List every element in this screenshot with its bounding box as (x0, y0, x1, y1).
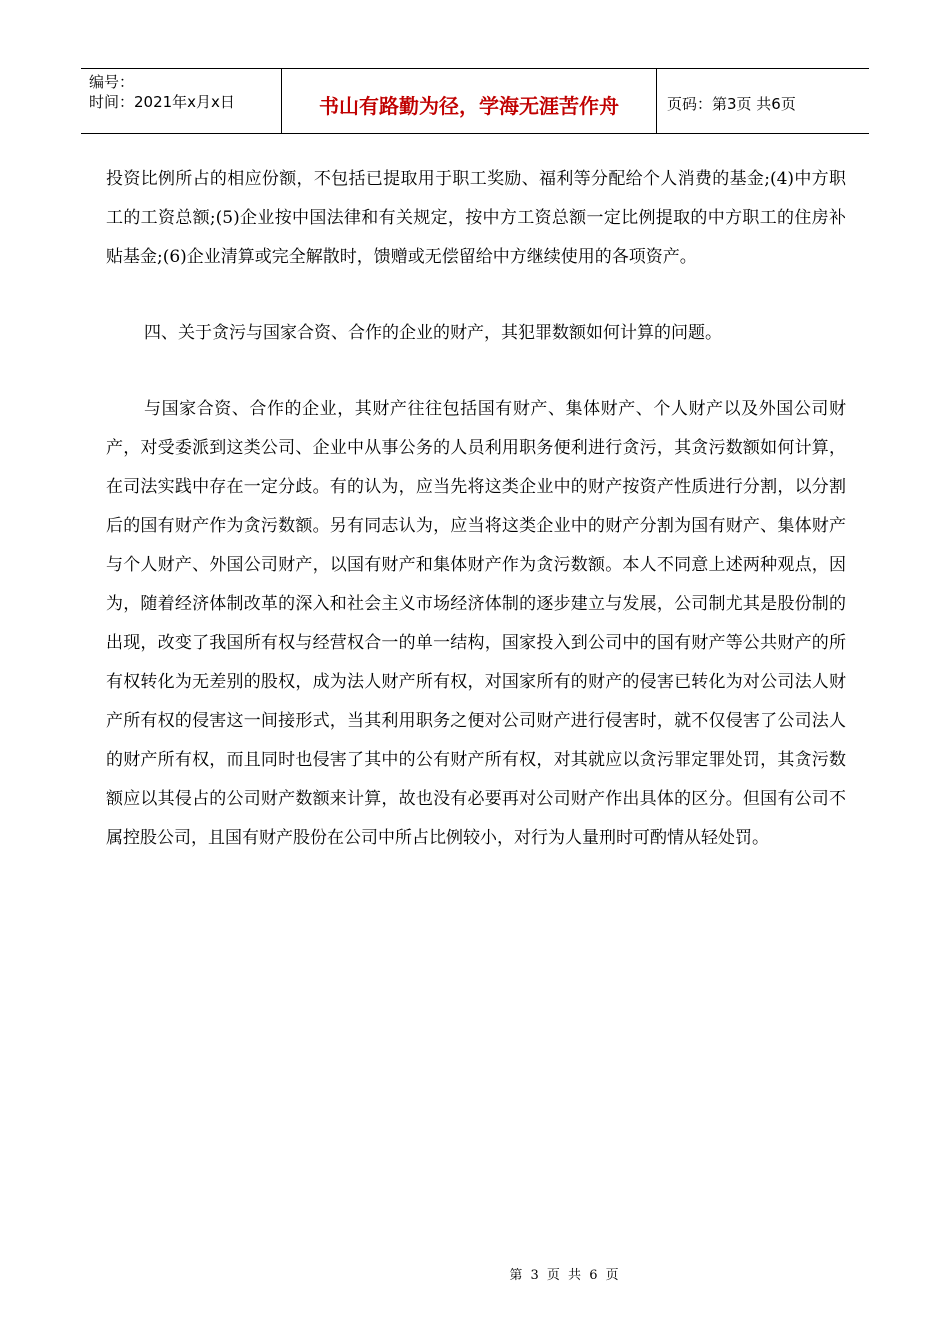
date-label: 时间：2021年x月x日 (89, 93, 235, 111)
document-header (81, 68, 869, 134)
header-meta (81, 69, 282, 133)
body-paragraph: 与国家合资、合作的企业，其财产往往包括国有财产、集体财产、个人财产以及外国公司财产，对受委派到这类公司、企业中从事公务的人员利用职务便利进行贪污，其贪污数额如何计算，在司法实践中存在一定分歧。有的认为，应当先将这类企业中的财产按资产性质进行分割，以分割后的国有财产作为贪污数额。另有同志认为，应当将这类企业中的财产分割为国有财产、集体财产与个人财产、外国公司财产，以国有财产和集体财产作为贪污数额。本人不同意上述两种观点，因为，随着经济体制改革的深入和社会主义市场经济体制的逐步建立与发展，公司制尤其是股份制的出现，改变了我国所有权与经营权合一的单一结构，国家投入到公司中的国有财产等公共财产的所有权转化为无差别的股权，成为法人财产所有权，对国家所有的财产的侵害已转化为对公司法人财产所有权的侵害这一间接形式，当其利用职务之便对公司财产进行侵害时，就不仅侵害了公司法人的财产所有权，而且同时也侵害了其中的公有财产所有权，对其就应以贪污罪定罪处罚，其贪污数额应以其侵占的公司财产数额来计算，故也没有必要再对公司财产作出具体的区分。但国有公司不属控股公司，且国有财产股份在公司中所占比例较小，对行为人量刑时可酌情从轻处罚。 (106, 399, 846, 848)
header-page-info: 页码：第3页 共6页 (667, 94, 796, 113)
document-body (106, 160, 846, 858)
body-paragraph: 投资比例所占的相应份额，不包括已提取用于职工奖励、福利等分配给个人消费的基金;(4)中方职工的工资总额;(5)企业按中国法律和有关规定，按中方工资总额一定比例提取的中方职工的住房补贴基金;(6)企业清算或完全解散时，馈赠或无偿留给中方继续使用的各项资产。 (106, 169, 846, 267)
page-footer: 第 3 页 共 6 页 (509, 1268, 621, 1283)
section-heading: 四、关于贪污与国家合资、合作的企业的财产，其犯罪数额如何计算的问题。 (144, 323, 722, 343)
header-motto: 书山有路勤为径，学海无涯苦作舟 (282, 69, 657, 133)
serial-number-label: 编号： (89, 73, 135, 91)
